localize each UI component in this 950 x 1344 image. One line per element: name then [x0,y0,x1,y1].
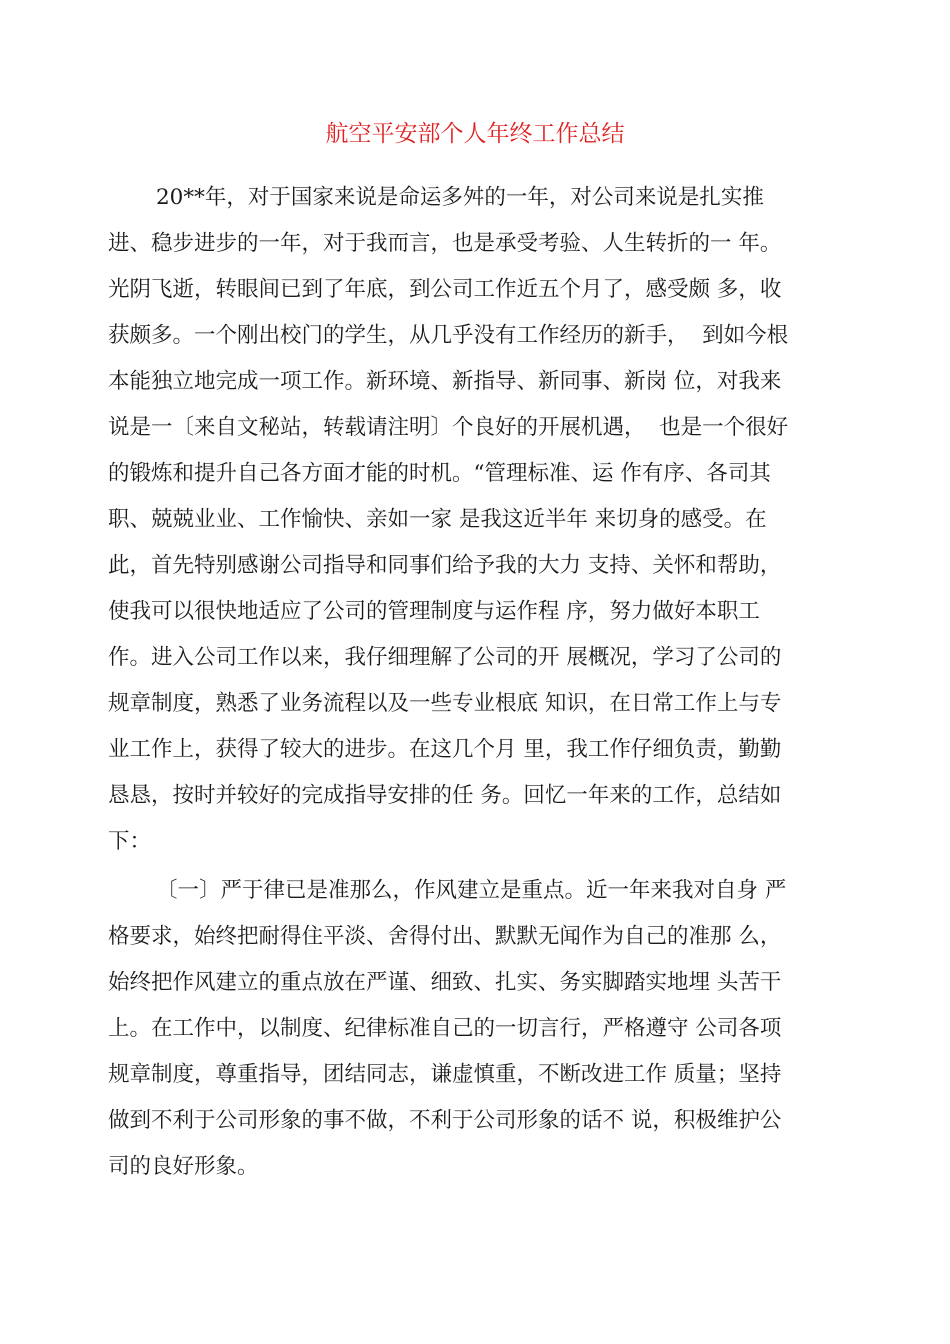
body-line: 〔一〕严于律已是准那么，作风建立是重点。近一年来我对自身 严 [156,878,787,903]
body-line: 使我可以很快地适应了公司的管理制度与运作程 序，努力做好本职工 [108,599,760,624]
body-line: 说是一〔来自文秘站，转载请注明〕个良好的开展机遇， 也是一个很好 [108,415,789,440]
body-line: 上。在工作中，以制度、纪律标准自己的一切言行，严格遵守 公司各项 [108,1016,782,1041]
body-line: 此，首先特别感谢公司指导和同事们给予我的大力 支持、关怀和帮助， [108,553,782,578]
body-line: 恳恳，按时并较好的完成指导安排的任 务。回忆一年来的工作，总结如 [108,783,782,808]
body-line: 司的良好形象。 [108,1154,259,1179]
body-line: 进、稳步进步的一年，对于我而言，也是承受考验、人生转折的一 年。 [108,231,782,256]
body-line: 本能独立地完成一项工作。新环境、新指导、新同事、新岗 位，对我来 [108,369,782,394]
body-line: 20**年，对于国家来说是命运多舛的一年，对公司来说是扎实推 [156,185,764,210]
body-line: 职、兢兢业业、工作愉快、亲如一家 是我这近半年 来切身的感受。在 [108,507,767,532]
body-line: 下： [108,829,152,854]
document-title: 航空平安部个人年终工作总结 [325,121,625,147]
body-line: 格要求，始终把耐得住平淡、舍得付出、默默无闻作为自己的准那 么， [108,924,782,949]
body-line: 作。进入公司工作以来，我仔细理解了公司的开 展概况，学习了公司的 [108,645,782,670]
body-line: 获颇多。一个刚出校门的学生，从几乎没有工作经历的新手， 到如今根 [108,323,789,348]
body-line: 做到不利于公司形象的事不做，不利于公司形象的话不 说，积极维护公 [108,1108,782,1133]
body-line: 始终把作风建立的重点放在严谨、细致、扎实、务实脚踏实地埋 头苦干 [108,970,782,995]
body-line: 光阴飞逝，转眼间已到了年底，到公司工作近五个月了，感受颇 多，收 [108,277,782,302]
body-line: 规章制度，尊重指导，团结同志，谦虚慎重，不断改进工作 质量；坚持 [108,1062,782,1087]
body-line: 的锻炼和提升自己各方面才能的时机。“管理标准、运 作有序、各司其 [108,461,771,486]
body-line: 业工作上，获得了较大的进步。在这几个月 里，我工作仔细负责，勤勤 [108,737,782,762]
body-line: 规章制度，熟悉了业务流程以及一些专业根底 知识，在日常工作上与专 [108,691,782,716]
